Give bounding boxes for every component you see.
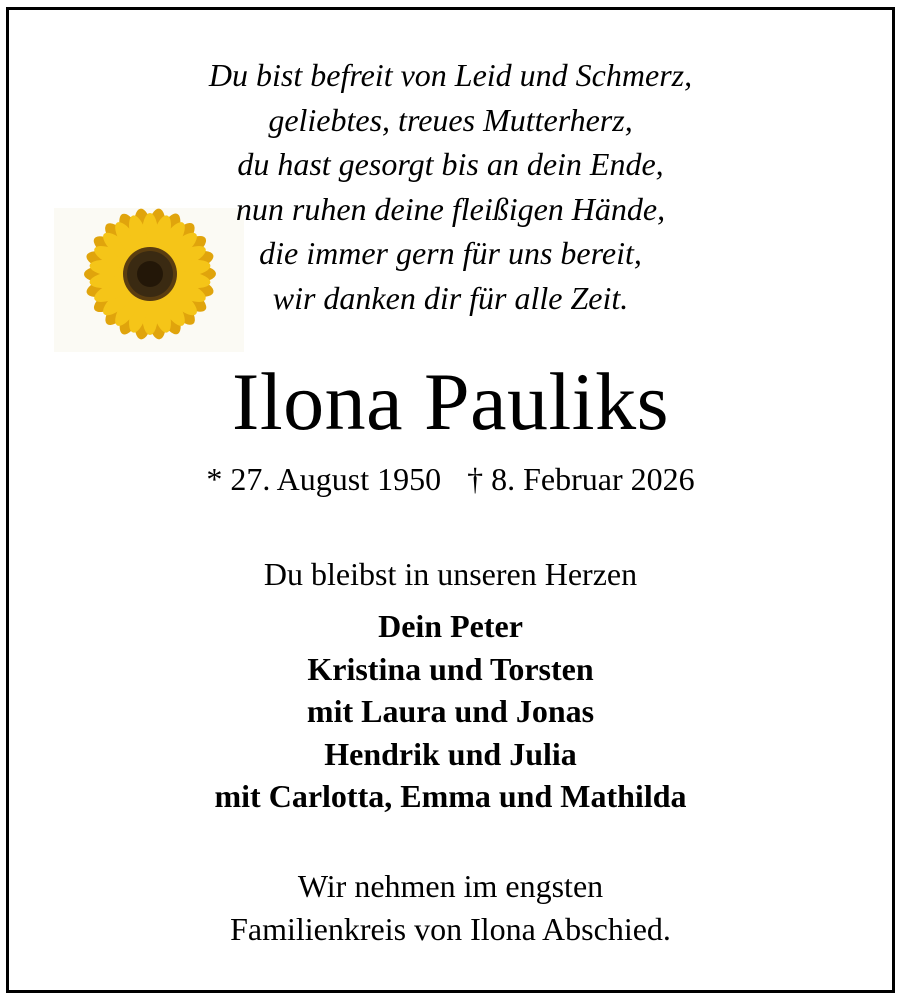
- mourner-line: Dein Peter: [378, 608, 523, 644]
- mourner-line: Kristina und Torsten: [307, 650, 594, 687]
- poem-line: wir danken dir für alle Zeit.: [272, 279, 629, 316]
- closing-note: [0, 865, 901, 950]
- poem-line: du hast gesorgt bis an dein Ende,: [237, 146, 664, 183]
- deceased-name: Ilona Pauliks: [232, 356, 669, 447]
- mourner-line: mit Carlotta, Emma und Mathilda: [214, 778, 687, 814]
- mourners-list: [0, 605, 901, 818]
- mourner-line: mit Laura und Jonas: [306, 693, 595, 729]
- poem-line: geliebtes, treues Mutterherz,: [268, 101, 633, 138]
- poem: [0, 53, 901, 321]
- mourners-intro: Du bleibst in unseren Herzen: [263, 556, 638, 592]
- birth-date: * 27. August 1950: [206, 461, 442, 497]
- death-date: † 8. Februar 2026: [467, 461, 695, 497]
- closing-line: Familienkreis von Ilona Abschied.: [230, 910, 671, 947]
- poem-line: Du bist befreit von Leid und Schmerz,: [208, 57, 693, 93]
- closing-line: Wir nehmen im engsten: [297, 868, 604, 904]
- mourner-line: Hendrik und Julia: [324, 735, 577, 772]
- life-dates: [0, 459, 901, 499]
- poem-line: die immer gern für uns bereit,: [259, 235, 642, 272]
- poem-line: nun ruhen deine fleißigen Hände,: [235, 190, 666, 227]
